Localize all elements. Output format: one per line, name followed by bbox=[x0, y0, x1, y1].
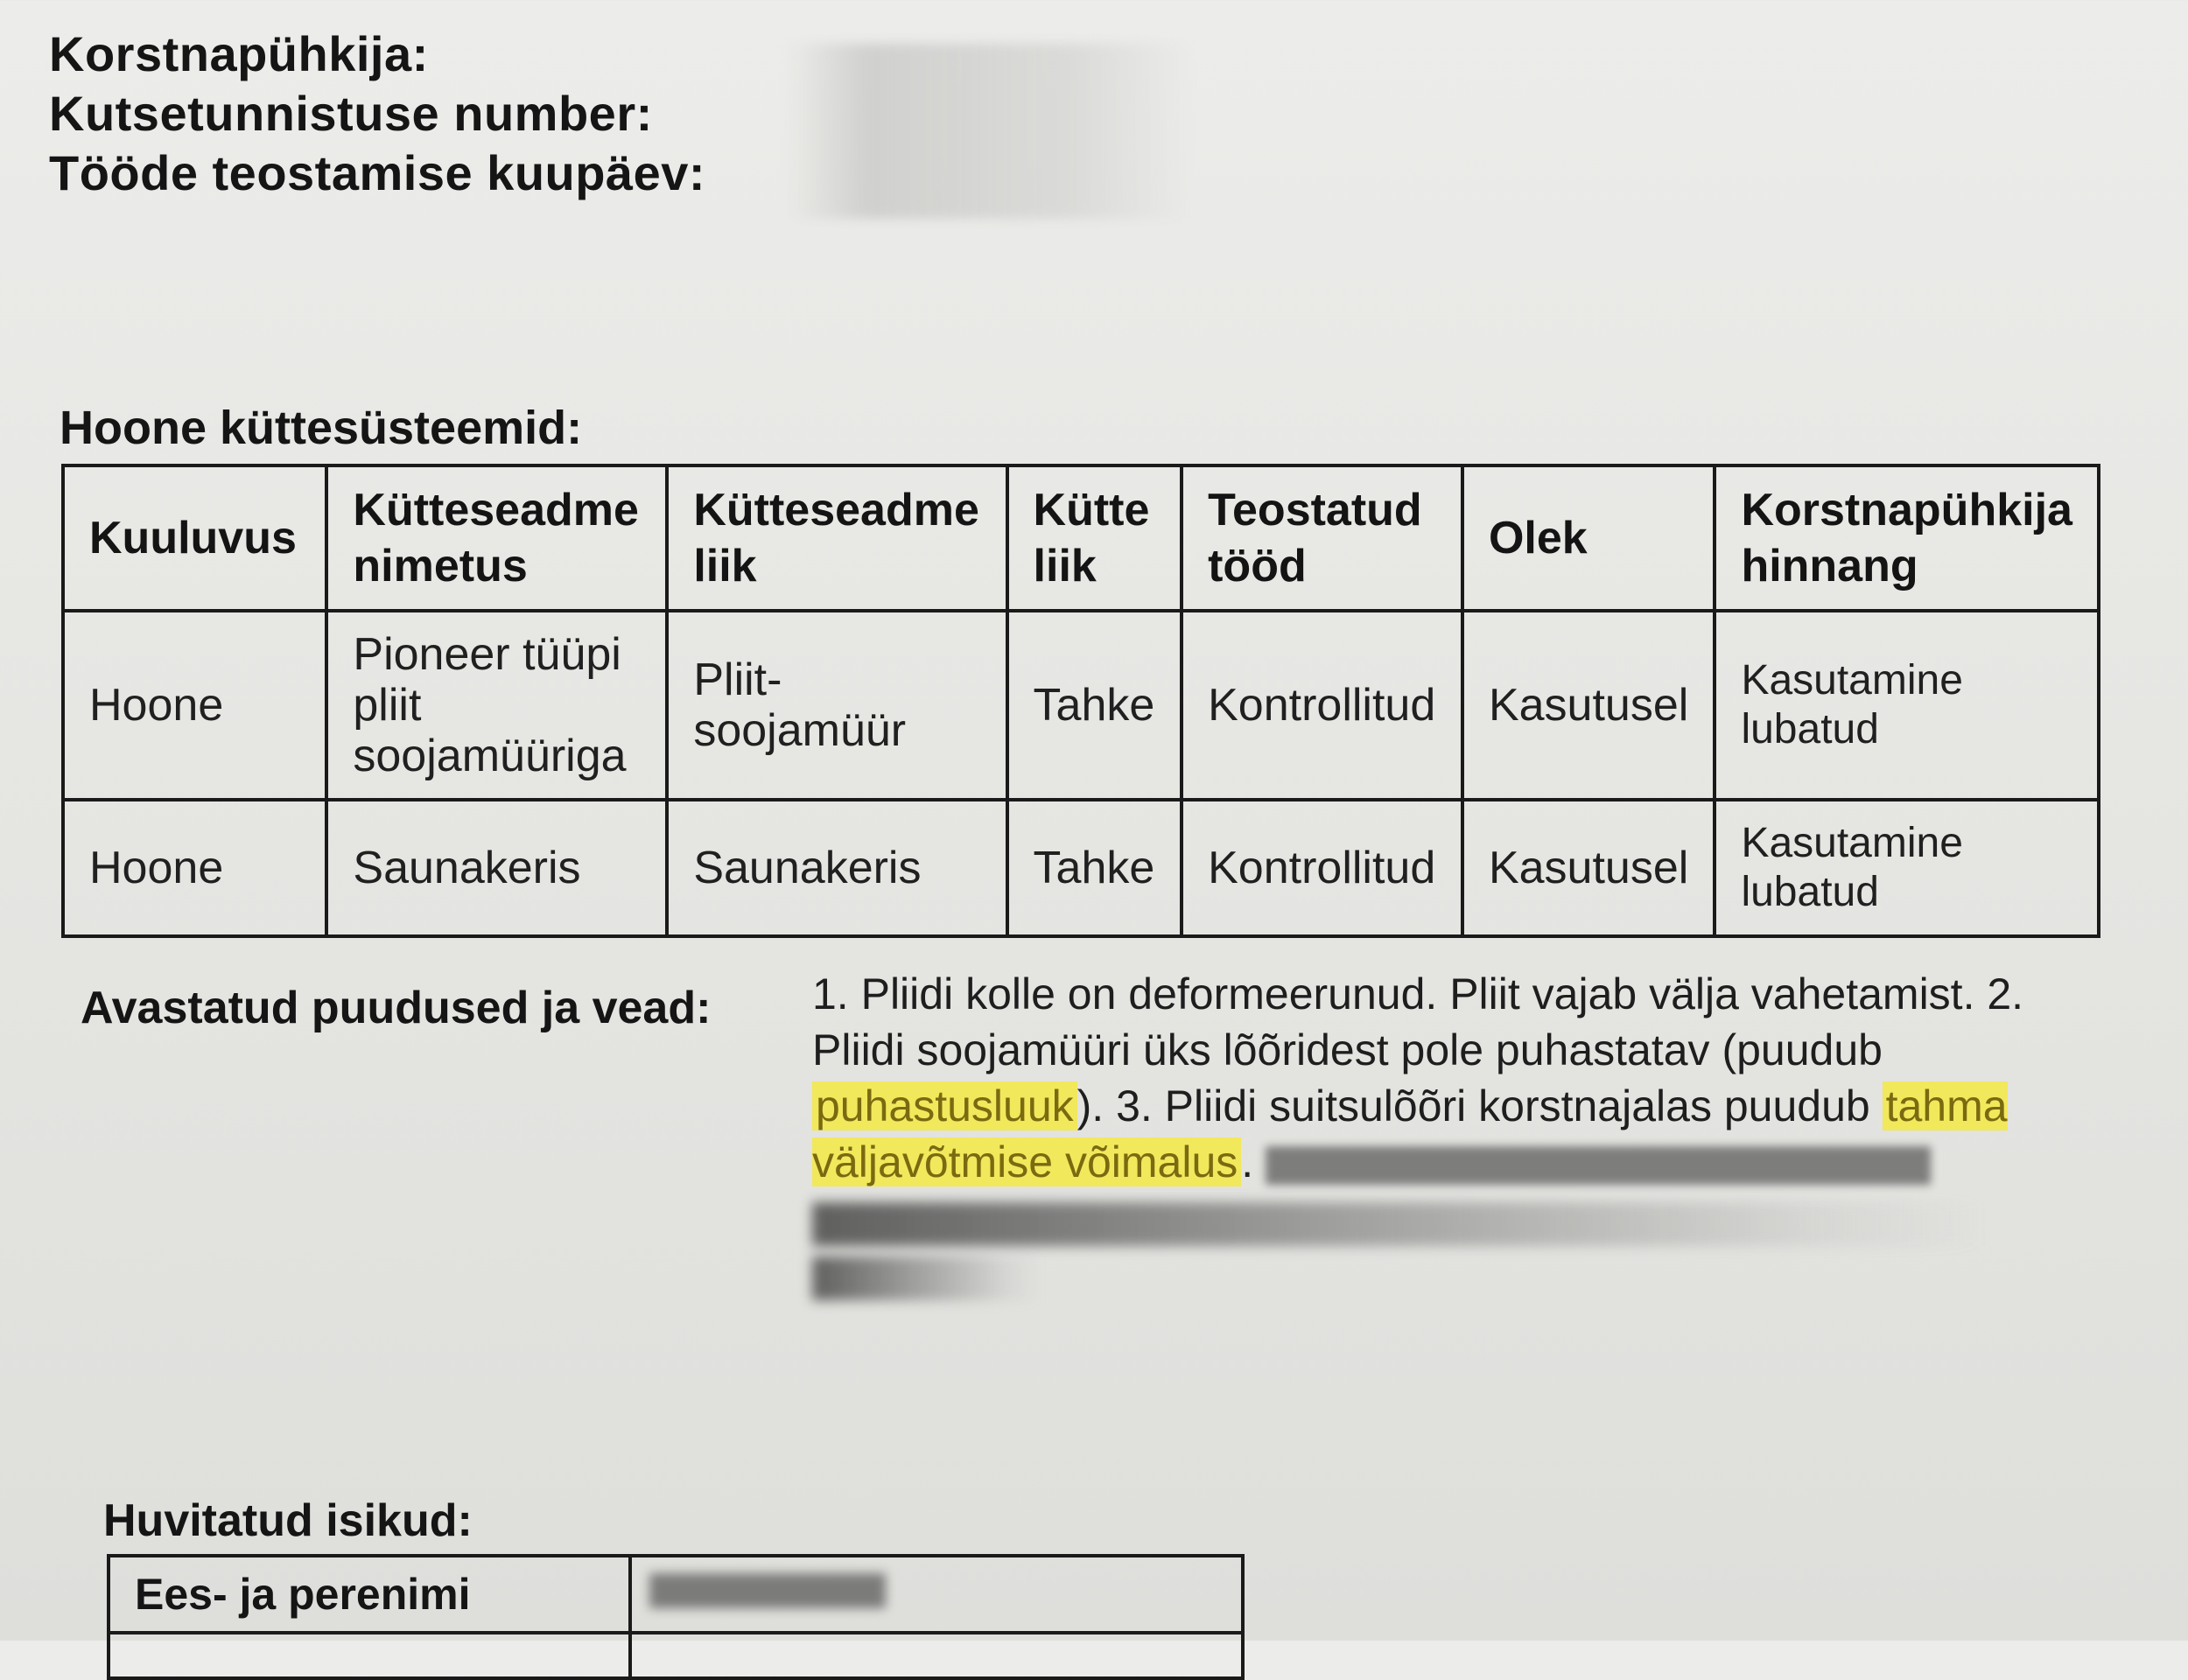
interested-persons-title: Huvitatud isikud: bbox=[103, 1495, 473, 1546]
column-header-fuel-type: Kütte liik bbox=[1007, 466, 1182, 611]
defects-text-part3: . bbox=[1241, 1138, 1254, 1186]
work-date-label: Tööde teostamise kuupäev: bbox=[49, 145, 706, 200]
column-header-device-type: Kütteseadme liik bbox=[667, 466, 1006, 611]
cell-fuel-type: Tahke bbox=[1007, 611, 1182, 800]
table-cell bbox=[109, 1633, 630, 1678]
heating-systems-title: Hoone küttesüsteemid: bbox=[60, 402, 583, 454]
defects-label: Avastatud puudused ja vead: bbox=[81, 983, 712, 1033]
column-header-assessment: Korstnapühkija hinnang bbox=[1715, 466, 2099, 611]
cell-fuel-type: Tahke bbox=[1007, 800, 1182, 936]
cell-device-type: Saunakeris bbox=[667, 800, 1006, 936]
cell-device-type: Pliit-soojamüür bbox=[667, 611, 1006, 800]
table-row bbox=[109, 1556, 1243, 1633]
cell-status: Kasutusel bbox=[1462, 800, 1715, 936]
table-row bbox=[109, 1633, 1243, 1678]
column-header-ownership: Kuuluvus bbox=[63, 466, 326, 611]
cell-device-name: Pioneer tüüpi pliit soojamüüriga bbox=[326, 611, 667, 800]
table-cell bbox=[630, 1633, 1243, 1678]
highlighted-text: tahma väljavõtmise võimalus bbox=[812, 1082, 2008, 1186]
column-header-work-done: Teostatud tööd bbox=[1182, 466, 1462, 611]
column-header-device-name: Kütteseadme nimetus bbox=[326, 466, 667, 611]
redacted-text bbox=[1266, 1146, 1931, 1185]
cell-work-done: Kontrollitud bbox=[1182, 611, 1462, 800]
interested-persons-table bbox=[107, 1554, 1245, 1680]
table-row bbox=[63, 611, 2099, 800]
chimney-sweep-label: Korstnapühkija: bbox=[49, 26, 429, 81]
column-header-status: Olek bbox=[1462, 466, 1715, 611]
defects-text-part2: ). 3. Pliidi suitsulõõri korstnajalas puudub bbox=[1076, 1082, 1883, 1130]
cell-device-name: Saunakeris bbox=[326, 800, 667, 936]
redacted-header-values bbox=[788, 44, 1190, 219]
name-label-cell: Ees- ja perenimi bbox=[109, 1556, 630, 1633]
highlighted-text: puhastusluuk bbox=[812, 1082, 1077, 1130]
table-header-row bbox=[63, 466, 2099, 611]
cell-ownership: Hoone bbox=[63, 611, 326, 800]
redacted-text-line bbox=[812, 1256, 1040, 1300]
certificate-number-label: Kutsetunnistuse number: bbox=[49, 86, 653, 141]
redacted-name-cell bbox=[630, 1556, 1243, 1633]
header-block bbox=[49, 24, 705, 203]
redacted-text bbox=[649, 1573, 886, 1608]
table-row bbox=[63, 800, 2099, 936]
cell-ownership: Hoone bbox=[63, 800, 326, 936]
defects-text bbox=[812, 966, 2055, 1190]
cell-status: Kasutusel bbox=[1462, 611, 1715, 800]
cell-assessment: Kasutamine lubatud bbox=[1715, 611, 2099, 800]
redacted-text-line bbox=[812, 1202, 1985, 1246]
cell-assessment: Kasutamine lubatud bbox=[1715, 800, 2099, 936]
heating-systems-table bbox=[61, 464, 2100, 938]
defects-text-part1: 1. Pliidi kolle on deformeerunud. Pliit vajab välja vahetamist. 2. Pliidi soojamüüri üks lõõridest pole puhastatav (puudub bbox=[812, 970, 2024, 1074]
cell-work-done: Kontrollitud bbox=[1182, 800, 1462, 936]
